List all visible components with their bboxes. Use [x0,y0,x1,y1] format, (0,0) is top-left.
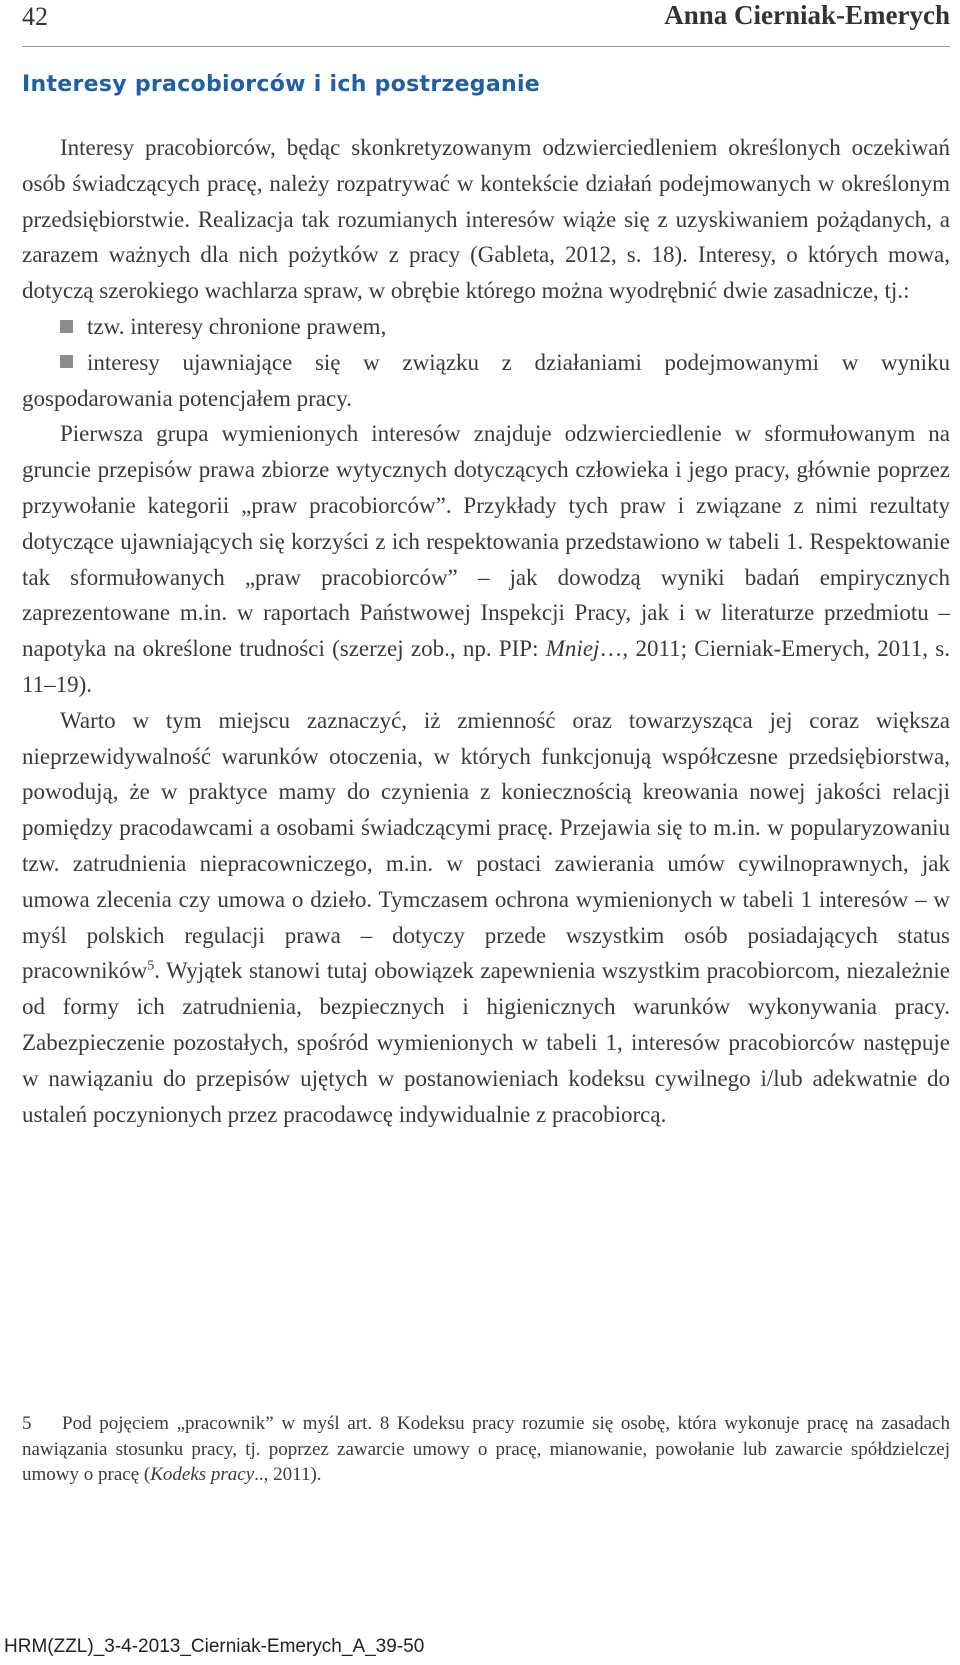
paragraph-3-text-end: . Wyjątek stanowi tutaj obowiązek zapewnienia wszystkim pracobiorcom, niezależnie od formy ich zatrudnienia, bezpiecznych i higienicznych warunków wykonywania pracy. Zabezpieczenie pozostałych, spośród wymienionych w tabeli 1, interesów pracobiorców następuje w nawiązaniu do przepisów ujętych w postanowieniach kodeksu cywilnego i/lub adekwatnie do ustaleń poczynionych przez pracodawcę indywidualnie z pracobiorcą. [22,958,950,1127]
page-number: 42 [22,2,48,31]
section-title: Interesy pracobiorców i ich postrzeganie [22,72,541,97]
list-item-text: tzw. interesy chronione prawem, [87,313,387,339]
running-head-author: Anna Cierniak-Emerych [664,0,950,30]
paragraph-3 [22,703,950,1133]
footnote-citation-title: Kodeks pracy [150,1464,255,1485]
footnote-text-end: .., 2011). [254,1464,322,1485]
paragraph-1: Interesy pracobiorców, będąc skonkretyzowanym odzwierciedleniem określonych oczekiwań osób świadczących pracę, należy rozpatrywać w kontekście działań podejmowanych w określonym przedsiębiorstwie. Realizacja tak rozumianych interesów wiąże się z uzyskiwaniem pożądanych, a zarazem ważnych dla nich pożytków z pracy (Gableta, 2012, s. 18). Interesy, o których mowa, dotyczą szerokiego wachlarza spraw, w obrębie którego można wyodrębnić dwie zasadnicze, tj.: [22,135,950,304]
page-footer: HRM(ZZL)_3-4-2013_Cierniak-Emerych_A_39-50 [4,1636,425,1657]
footnote-text: Pod pojęciem „pracownik” w myśl art. 8 Kodeksu pracy rozumie się osobę, która wykonuje pracę na zasadach nawiązania stosunku pracy, tj. poprzez zawarcie umowy o pracę, mianowanie, powołanie lub zawarcie spółdzielczej umowy o pracę ( [22,1413,950,1485]
list-item [22,309,950,345]
square-bullet-icon [60,320,73,333]
square-bullet-icon [60,355,73,368]
paragraph-2-text-end: …, 2011; Cierniak-Emerych, 2011, s. 11–19). [22,636,950,697]
footnote-number: 5 [22,1413,32,1434]
footnote-reference[interactable]: 5 [147,958,155,974]
citation-title: Mniej [545,636,600,662]
body-text [22,130,950,1132]
page-header [22,0,950,47]
paragraph-3-text: Warto w tym miejscu zaznaczyć, iż zmienność oraz towarzysząca jej coraz większa nieprzewidywalność warunków otoczenia, w których funkcjonują współczesne przedsiębiorstwa, powodują, że w praktyce mamy do czynienia z koniecznością kreowania nowej jakości relacji pomiędzy pracodawcami a osobami świadczącymi pracę. Przejawia się to m.in. w popularyzowaniu tzw. zatrudnienia niepracowniczego, m.in. w postaci zawierania umów cywilnoprawnych, jak umowa zlecenia czy umowa o dzieło. Tymczasem ochrona wymienionych w tabeli 1 interesów – w myśl polskich regulacji prawa – dotyczy przede wszystkim osób posiadających status pracowników [22,707,950,984]
paragraph-2 [22,416,950,702]
list-item-text: interesy ujawniające się w związku z działaniami podejmowanymi w wyniku gospodarowania potencjałem pracy. [22,349,950,411]
list-item [22,345,950,417]
paragraph-2-text: Pierwsza grupa wymienionych interesów znajduje odzwierciedlenie w sformułowanym na gruncie przepisów prawa zbiorze wytycznych dotyczących człowieka i jego pracy, głównie poprzez przywołanie kategorii „praw pracobiorców”. Przykłady tych praw i związane z nimi rezultaty dotyczące ujawniających się korzyści z ich respektowania przedstawiono w tabeli 1. Respektowanie tak sformułowanych „praw pracobiorców” – jak dowodzą wyniki badań empirycznych zaprezentowane m.in. w raportach Państwowej Inspekcji Pracy, jak i w literaturze przedmiotu – napotyka na określone trudności (szerzej zob., np. PIP: [22,421,950,662]
footnote [22,1411,950,1488]
